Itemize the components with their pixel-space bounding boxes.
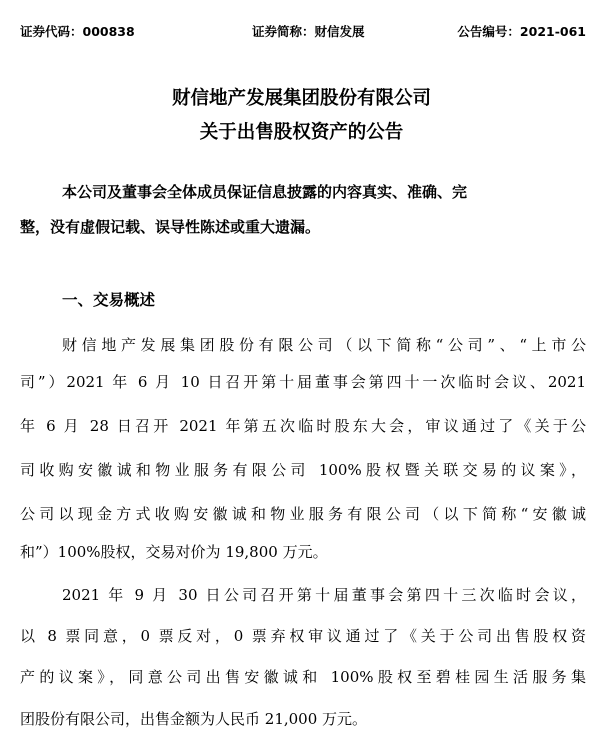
paragraph-line: 和”）100%股权，交易对价为 19,800 万元。 [20,543,328,561]
declaration-line: 整，没有虚假记载、误导性陈述或重大遗漏。 [20,218,321,236]
announcement-title: 关于出售股权资产的公告 [199,122,404,143]
paragraph-line: 司收购安徽诚和物业服务有限公司 100%股权暨关联交易的议案》， [20,461,586,479]
announcement-header [20,22,586,42]
company-title: 财信地产发展集团股份有限公司 [171,88,431,109]
paragraph-line: 公司以现金方式收购安徽诚和物业服务有限公司（以下简称“安徽诚 [20,505,586,523]
paragraph-line: 2021 年 9 月 30 日公司召开第十届董事会第四十三次临时会议， [62,586,586,604]
stock-code: 证券代码：000838 [20,24,135,39]
section-heading: 一、交易概述 [62,291,156,309]
stock-abbreviation: 证券简称：财信发展 [252,24,365,39]
announcement-number: 公告编号：2021-061 [457,24,586,39]
paragraph-line: 司”）2021 年 6 月 10 日召开第十届董事会第四十一次临时会议、2021 [20,373,586,391]
paragraph-line: 产的议案》，同意公司出售安徽诚和 100%股权至碧桂园生活服务集 [20,668,586,686]
paragraph-line: 团股份有限公司，出售金额为人民币 21,000 万元。 [20,710,368,728]
paragraph-line: 以 8 票同意，0 票反对，0 票弃权审议通过了《关于公司出售股权资 [20,627,586,645]
paragraph-line: 年 6 月 28 日召开 2021 年第五次临时股东大会，审议通过了《关于公 [20,417,586,435]
paragraph-line: 财信地产发展集团股份有限公司（以下简称“公司”、“上市公 [62,336,586,354]
declaration-line: 本公司及董事会全体成员保证信息披露的内容真实、准确、完 [62,183,468,201]
